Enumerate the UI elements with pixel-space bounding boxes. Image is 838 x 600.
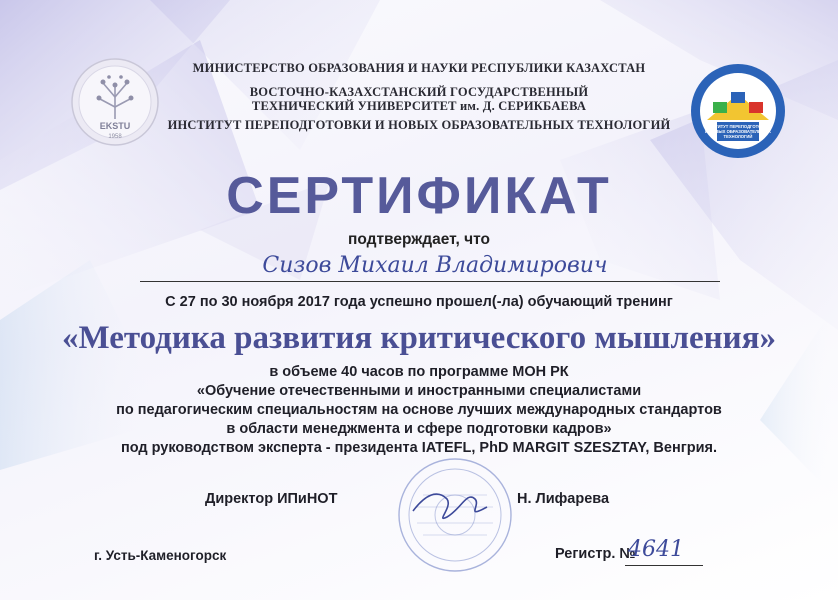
director-name: Н. Лифарева (517, 491, 610, 507)
program-line-1: «Обучение отечественными и иностранными специалистами (196, 383, 642, 399)
expert-line: под руководством эксперта - президента IATEFL, PhD MARGIT SZESZTAY, Венгрия. (120, 440, 718, 456)
director-label: Директор ИПиНОТ (205, 491, 338, 507)
university-line-1: ВОСТОЧНО-КАЗАХСТАНСКИЙ ГОСУДАРСТВЕННЫЙ (249, 85, 589, 99)
program-line-3: в области менеджмента и сфере подготовки кадров» (226, 421, 612, 437)
logo-right-line2: И НОВЫХ ОБРАЗОВАТЕЛЬНЫХ (705, 129, 771, 134)
course-title: «Методика развития критического мышления» (62, 320, 776, 356)
ministry-line: МИНИСТЕРСТВО ОБРАЗОВАНИЯ И НАУКИ РЕСПУБЛИКИ КАЗАХСТАН (192, 61, 646, 75)
logo-right-line3: ТЕХНОЛОГИЙ (723, 134, 753, 139)
dates-line: С 27 по 30 ноября 2017 года успешно прошел(-ла) обучающий тренинг (165, 294, 673, 310)
logo-left-year: 1958 (108, 134, 122, 140)
city: г. Усть-Каменогорск (94, 548, 227, 563)
registration-number: 4641 (628, 537, 684, 562)
signature-mark (413, 494, 487, 518)
logo-right-line1: ИНСТИТУТ ПЕРЕПОДГОТОВКИ (706, 124, 770, 129)
recipient-name: Сизов Михаил Владимирович (262, 253, 608, 278)
registration-underline (625, 565, 703, 566)
registration-label: Регистр. № (555, 546, 636, 562)
certificate-title: СЕРТИФИКАТ (226, 167, 612, 225)
logo-left-text: EKSTU (99, 121, 131, 131)
name-underline (140, 281, 720, 282)
program-line-2: по педагогическим специальностям на основе лучших международных стандартов (116, 402, 722, 418)
volume-line: в объеме 40 часов по программе МОН РК (269, 364, 569, 380)
confirms-text: подтверждает, что (347, 231, 491, 248)
institute-line: ИНСТИТУТ ПЕРЕПОДГОТОВКИ И НОВЫХ ОБРАЗОВАТЕЛЬНЫХ ТЕХНОЛОГИЙ (167, 118, 671, 132)
university-line-2: ТЕХНИЧЕСКИЙ УНИВЕРСИТЕТ им. Д. СЕРИКБАЕВА (251, 99, 587, 113)
official-stamp (395, 455, 515, 575)
